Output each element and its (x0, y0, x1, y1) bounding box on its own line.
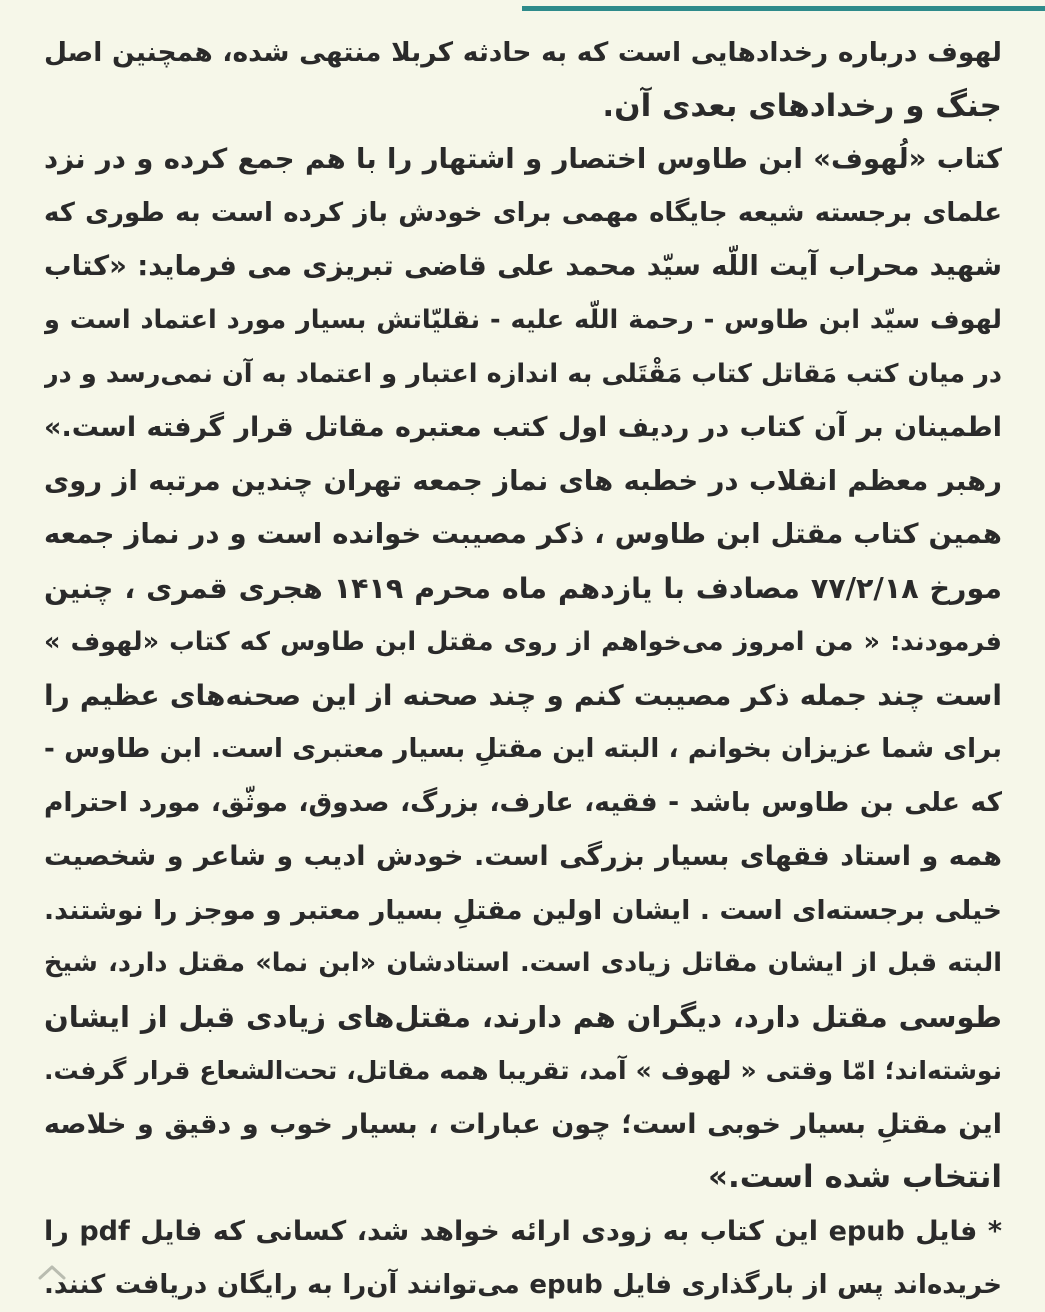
text-line: اطمینان بر آن کتاب در ردیف اول کتب معتبره مقاتل قرار گرفته است.» (44, 412, 1002, 444)
text-line: لهوف درباره رخدادهایی است که به حادثه کربلا منتهی شده، همچنین اصل (44, 37, 1002, 68)
text-line: جنگ و رخدادهای بعدی آن. (602, 87, 1002, 124)
text-line: همین کتاب مقتل ابن طاوس ، ذکر مصیبت خوانده است و در نماز جمعه (44, 518, 1002, 551)
text-line: خریده‌اند پس از بارگذاری فایل epub می‌توانند آن‌را به رایگان دریافت کنند. (44, 1269, 1002, 1300)
text-line: همه و استاد فقهای بسیار بزرگی است. خودش ادیب و شاعر و شخصیت (44, 840, 1002, 872)
text-line: انتخاب شده است.» (707, 1159, 1002, 1196)
text-line: البته قبل از ایشان مقاتل زیادی است. استادشان «ابن نما» مقتل دارد، شیخ (44, 948, 1002, 979)
text-line: شهید محراب آیت اللّه سیّد محمد علی قاضی تبریزی می فرماید: «کتاب (44, 250, 1002, 283)
text-line: علمای برجسته شیعه جایگاه مهمی برای خودش باز کرده است به طوری که (44, 197, 1002, 228)
article-body (44, 26, 1002, 1312)
text-line: * فایل epub این کتاب به زودی ارائه خواهد شد، کسانی که فایل pdf را (44, 1216, 1002, 1248)
text-line: خیلی برجسته‌ای است . ایشان اولین مقتلِ بسیار معتبر و موجز را نوشتند. (44, 894, 1002, 926)
text-line: که علی بن طاوس باشد - فقیه، عارف، بزرگ، صدوق، موثّق، مورد احترام (44, 787, 1002, 819)
text-line: در میان کتب مَقاتل کتاب مَقْتَلی به اندازه اعتبار و اعتماد به آن نمی‌رسد و در (44, 358, 1002, 389)
text-line: نوشته‌اند؛ امّا وقتی « لهوف » آمد، تقریبا همه مقاتل، تحت‌الشعاع قرار گرفت. (44, 1056, 1002, 1086)
text-line: لهوف سیّد ابن طاوس - رحمة اللّه علیه - نقلیّاتش بسیار مورد اعتماد است و (44, 304, 1002, 335)
text-line: این مقتلِ بسیار خوبی است؛ چون عبارات ، بسیار خوب و دقیق و خلاصه (44, 1108, 1002, 1140)
text-line: رهبر معظم انقلاب در خطبه های نماز جمعه تهران چندین مرتبه از روی (44, 464, 1002, 497)
text-line: طوسی مقتل دارد، دیگران هم دارند، مقتل‌های زیادی قبل از ایشان (44, 999, 1002, 1034)
text-line: فرمودند: « من امروز می‌خواهم از روی مقتل ابن طاوس که کتاب «لهوف » (44, 626, 1002, 657)
text-line: کتاب «لُهوف» ابن طاوس اختصار و اشتهار را با هم جمع کرده و در نزد (44, 143, 1002, 176)
top-accent-bar (522, 6, 1045, 11)
chevron-up-icon (32, 1262, 72, 1280)
text-line: برای شما عزیزان بخوانم ، البته این مقتلِ بسیار معتبری است. ابن طاوس - (44, 733, 1002, 764)
text-line: است چند جمله ذکر مصیبت کنم و چند صحنه از این صحنه‌های عظیم را (44, 679, 1002, 713)
scroll-to-top-button[interactable] (32, 1262, 72, 1280)
text-line: مورخ ۷۷/۲/۱۸ مصادف با یازدهم ماه محرم ۱۴۱۹ هجری قمری ، چنین (44, 571, 1002, 605)
